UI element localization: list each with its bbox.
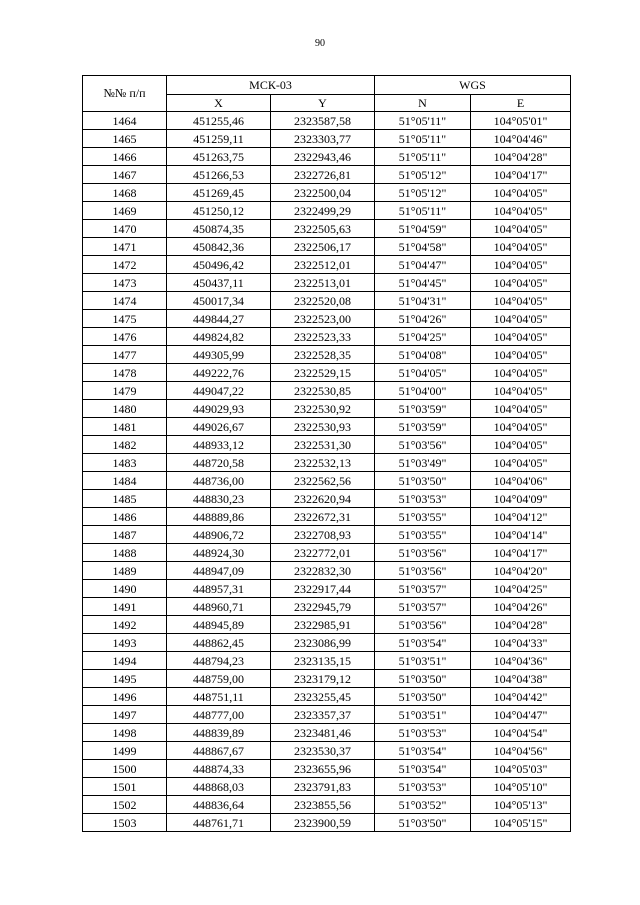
- cell-x: 449844,27: [167, 310, 271, 328]
- table-row: [83, 814, 571, 832]
- cell-e: 104°04'05": [471, 202, 571, 220]
- table-row: [83, 238, 571, 256]
- cell-y: 2322530,92: [271, 400, 375, 418]
- cell-e: 104°04'28": [471, 148, 571, 166]
- cell-number: 1501: [83, 778, 167, 796]
- cell-n: 51°03'59": [375, 418, 471, 436]
- cell-number: 1494: [83, 652, 167, 670]
- table-row: [83, 670, 571, 688]
- cell-n: 51°04'00": [375, 382, 471, 400]
- cell-n: 51°03'57": [375, 580, 471, 598]
- cell-number: 1487: [83, 526, 167, 544]
- cell-y: 2323255,45: [271, 688, 375, 706]
- cell-n: 51°03'55": [375, 526, 471, 544]
- header-y: Y: [271, 95, 375, 112]
- cell-e: 104°04'42": [471, 688, 571, 706]
- cell-y: 2322708,93: [271, 526, 375, 544]
- cell-x: 448957,31: [167, 580, 271, 598]
- cell-x: 450437,11: [167, 274, 271, 292]
- table-row: [83, 778, 571, 796]
- cell-y: 2323303,77: [271, 130, 375, 148]
- table-row: [83, 490, 571, 508]
- cell-x: 448945,89: [167, 616, 271, 634]
- cell-e: 104°04'12": [471, 508, 571, 526]
- cell-n: 51°04'26": [375, 310, 471, 328]
- cell-number: 1492: [83, 616, 167, 634]
- table-row: [83, 256, 571, 274]
- cell-number: 1503: [83, 814, 167, 832]
- cell-e: 104°04'06": [471, 472, 571, 490]
- cell-e: 104°04'56": [471, 742, 571, 760]
- cell-number: 1481: [83, 418, 167, 436]
- cell-x: 448794,23: [167, 652, 271, 670]
- cell-y: 2322513,01: [271, 274, 375, 292]
- cell-number: 1464: [83, 112, 167, 130]
- cell-e: 104°04'47": [471, 706, 571, 724]
- table-row: [83, 760, 571, 778]
- header-msk03: МСК-03: [167, 76, 375, 95]
- table-row: [83, 562, 571, 580]
- cell-number: 1471: [83, 238, 167, 256]
- table-row: [83, 184, 571, 202]
- cell-x: 448759,00: [167, 670, 271, 688]
- cell-n: 51°05'12": [375, 184, 471, 202]
- cell-y: 2322832,30: [271, 562, 375, 580]
- cell-y: 2322506,17: [271, 238, 375, 256]
- table-row: [83, 130, 571, 148]
- cell-y: 2322672,31: [271, 508, 375, 526]
- table-row: [83, 454, 571, 472]
- cell-e: 104°04'05": [471, 454, 571, 472]
- header-n: N: [375, 95, 471, 112]
- cell-y: 2322531,30: [271, 436, 375, 454]
- cell-n: 51°05'11": [375, 202, 471, 220]
- cell-number: 1491: [83, 598, 167, 616]
- cell-n: 51°04'47": [375, 256, 471, 274]
- cell-x: 448830,23: [167, 490, 271, 508]
- cell-number: 1476: [83, 328, 167, 346]
- cell-n: 51°03'56": [375, 562, 471, 580]
- cell-n: 51°03'53": [375, 724, 471, 742]
- cell-e: 104°04'14": [471, 526, 571, 544]
- cell-n: 51°04'25": [375, 328, 471, 346]
- table-row: [83, 652, 571, 670]
- cell-e: 104°04'20": [471, 562, 571, 580]
- cell-e: 104°04'05": [471, 328, 571, 346]
- cell-number: 1502: [83, 796, 167, 814]
- table-row: [83, 634, 571, 652]
- cell-n: 51°03'54": [375, 634, 471, 652]
- cell-e: 104°04'28": [471, 616, 571, 634]
- cell-x: 448889,86: [167, 508, 271, 526]
- table-row: [83, 796, 571, 814]
- cell-e: 104°04'25": [471, 580, 571, 598]
- cell-n: 51°03'56": [375, 616, 471, 634]
- cell-y: 2322530,93: [271, 418, 375, 436]
- table-row: [83, 418, 571, 436]
- cell-n: 51°05'12": [375, 166, 471, 184]
- header-x: X: [167, 95, 271, 112]
- cell-n: 51°04'58": [375, 238, 471, 256]
- cell-e: 104°04'05": [471, 292, 571, 310]
- cell-e: 104°04'05": [471, 220, 571, 238]
- table-row: [83, 436, 571, 454]
- cell-y: 2322500,04: [271, 184, 375, 202]
- cell-number: 1474: [83, 292, 167, 310]
- cell-y: 2322772,01: [271, 544, 375, 562]
- cell-e: 104°04'09": [471, 490, 571, 508]
- cell-n: 51°03'52": [375, 796, 471, 814]
- cell-x: 449047,22: [167, 382, 271, 400]
- cell-n: 51°03'54": [375, 760, 471, 778]
- cell-n: 51°03'54": [375, 742, 471, 760]
- cell-n: 51°03'51": [375, 706, 471, 724]
- coordinates-table: [82, 75, 571, 832]
- cell-e: 104°04'54": [471, 724, 571, 742]
- cell-x: 448761,71: [167, 814, 271, 832]
- cell-y: 2322523,00: [271, 310, 375, 328]
- cell-e: 104°04'05": [471, 346, 571, 364]
- header-wgs: WGS: [375, 76, 571, 95]
- cell-x: 450017,34: [167, 292, 271, 310]
- table-row: [83, 526, 571, 544]
- cell-x: 448862,45: [167, 634, 271, 652]
- cell-e: 104°04'17": [471, 544, 571, 562]
- cell-y: 2322512,01: [271, 256, 375, 274]
- cell-e: 104°04'05": [471, 436, 571, 454]
- table-row: [83, 508, 571, 526]
- cell-number: 1472: [83, 256, 167, 274]
- cell-x: 449305,99: [167, 346, 271, 364]
- cell-n: 51°04'08": [375, 346, 471, 364]
- cell-y: 2323481,46: [271, 724, 375, 742]
- cell-y: 2322528,35: [271, 346, 375, 364]
- cell-number: 1483: [83, 454, 167, 472]
- table-row: [83, 742, 571, 760]
- cell-n: 51°03'53": [375, 778, 471, 796]
- table-row: [83, 706, 571, 724]
- cell-e: 104°04'33": [471, 634, 571, 652]
- cell-x: 449824,82: [167, 328, 271, 346]
- cell-e: 104°04'05": [471, 184, 571, 202]
- cell-number: 1477: [83, 346, 167, 364]
- cell-n: 51°03'50": [375, 814, 471, 832]
- cell-e: 104°04'05": [471, 274, 571, 292]
- cell-e: 104°05'01": [471, 112, 571, 130]
- cell-x: 449222,76: [167, 364, 271, 382]
- cell-x: 448947,09: [167, 562, 271, 580]
- cell-y: 2323855,56: [271, 796, 375, 814]
- cell-y: 2322917,44: [271, 580, 375, 598]
- cell-y: 2322726,81: [271, 166, 375, 184]
- cell-e: 104°04'36": [471, 652, 571, 670]
- cell-n: 51°03'51": [375, 652, 471, 670]
- table-row: [83, 724, 571, 742]
- cell-y: 2322505,63: [271, 220, 375, 238]
- cell-number: 1497: [83, 706, 167, 724]
- cell-x: 450842,36: [167, 238, 271, 256]
- cell-y: 2323587,58: [271, 112, 375, 130]
- cell-n: 51°03'50": [375, 688, 471, 706]
- cell-n: 51°03'57": [375, 598, 471, 616]
- cell-e: 104°05'10": [471, 778, 571, 796]
- cell-x: 448868,03: [167, 778, 271, 796]
- cell-y: 2323530,37: [271, 742, 375, 760]
- cell-number: 1466: [83, 148, 167, 166]
- cell-y: 2322529,15: [271, 364, 375, 382]
- table-row: [83, 598, 571, 616]
- cell-x: 448906,72: [167, 526, 271, 544]
- table-row: [83, 580, 571, 598]
- cell-number: 1473: [83, 274, 167, 292]
- table-row: [83, 346, 571, 364]
- cell-number: 1484: [83, 472, 167, 490]
- table-row: [83, 310, 571, 328]
- table-row: [83, 292, 571, 310]
- cell-n: 51°05'11": [375, 130, 471, 148]
- cell-x: 448836,64: [167, 796, 271, 814]
- cell-number: 1496: [83, 688, 167, 706]
- cell-e: 104°05'03": [471, 760, 571, 778]
- cell-y: 2322943,46: [271, 148, 375, 166]
- table-row: [83, 544, 571, 562]
- cell-x: 448924,30: [167, 544, 271, 562]
- cell-x: 449029,93: [167, 400, 271, 418]
- cell-number: 1490: [83, 580, 167, 598]
- table-header: [83, 76, 571, 112]
- cell-y: 2322499,29: [271, 202, 375, 220]
- cell-x: 448933,12: [167, 436, 271, 454]
- cell-x: 451259,11: [167, 130, 271, 148]
- table-row: [83, 148, 571, 166]
- cell-y: 2323086,99: [271, 634, 375, 652]
- cell-e: 104°04'38": [471, 670, 571, 688]
- cell-n: 51°04'31": [375, 292, 471, 310]
- table-row: [83, 616, 571, 634]
- cell-n: 51°03'49": [375, 454, 471, 472]
- cell-number: 1467: [83, 166, 167, 184]
- cell-n: 51°03'50": [375, 670, 471, 688]
- table-row: [83, 400, 571, 418]
- cell-number: 1469: [83, 202, 167, 220]
- cell-number: 1495: [83, 670, 167, 688]
- cell-e: 104°04'05": [471, 256, 571, 274]
- cell-n: 51°04'45": [375, 274, 471, 292]
- cell-n: 51°03'50": [375, 472, 471, 490]
- cell-x: 448874,33: [167, 760, 271, 778]
- cell-number: 1478: [83, 364, 167, 382]
- cell-e: 104°04'05": [471, 418, 571, 436]
- cell-n: 51°05'11": [375, 148, 471, 166]
- cell-y: 2323900,59: [271, 814, 375, 832]
- cell-n: 51°03'59": [375, 400, 471, 418]
- cell-x: 451263,75: [167, 148, 271, 166]
- cell-x: 448777,00: [167, 706, 271, 724]
- cell-y: 2322620,94: [271, 490, 375, 508]
- cell-x: 450496,42: [167, 256, 271, 274]
- cell-e: 104°04'17": [471, 166, 571, 184]
- cell-number: 1468: [83, 184, 167, 202]
- cell-number: 1475: [83, 310, 167, 328]
- cell-y: 2322520,08: [271, 292, 375, 310]
- cell-number: 1465: [83, 130, 167, 148]
- cell-y: 2322945,79: [271, 598, 375, 616]
- table-row: [83, 166, 571, 184]
- cell-x: 451255,46: [167, 112, 271, 130]
- cell-n: 51°03'56": [375, 436, 471, 454]
- table-row: [83, 328, 571, 346]
- table-row: [83, 202, 571, 220]
- table-row: [83, 688, 571, 706]
- cell-e: 104°04'05": [471, 364, 571, 382]
- cell-number: 1493: [83, 634, 167, 652]
- cell-x: 448839,89: [167, 724, 271, 742]
- cell-e: 104°04'05": [471, 382, 571, 400]
- cell-x: 449026,67: [167, 418, 271, 436]
- cell-n: 51°03'53": [375, 490, 471, 508]
- cell-n: 51°03'55": [375, 508, 471, 526]
- table-row: [83, 274, 571, 292]
- cell-x: 448736,00: [167, 472, 271, 490]
- table-row: [83, 364, 571, 382]
- cell-n: 51°03'56": [375, 544, 471, 562]
- cell-number: 1499: [83, 742, 167, 760]
- cell-x: 450874,35: [167, 220, 271, 238]
- cell-number: 1482: [83, 436, 167, 454]
- cell-number: 1488: [83, 544, 167, 562]
- cell-y: 2322523,33: [271, 328, 375, 346]
- cell-n: 51°04'59": [375, 220, 471, 238]
- cell-e: 104°04'05": [471, 310, 571, 328]
- cell-e: 104°04'46": [471, 130, 571, 148]
- cell-x: 451269,45: [167, 184, 271, 202]
- cell-number: 1479: [83, 382, 167, 400]
- cell-y: 2322532,13: [271, 454, 375, 472]
- cell-y: 2323655,96: [271, 760, 375, 778]
- cell-number: 1489: [83, 562, 167, 580]
- table-row: [83, 472, 571, 490]
- cell-y: 2322985,91: [271, 616, 375, 634]
- table-row: [83, 382, 571, 400]
- table-row: [83, 220, 571, 238]
- cell-x: 448867,67: [167, 742, 271, 760]
- cell-x: 451266,53: [167, 166, 271, 184]
- cell-y: 2322562,56: [271, 472, 375, 490]
- cell-y: 2323791,83: [271, 778, 375, 796]
- table-body: [83, 112, 571, 832]
- cell-number: 1486: [83, 508, 167, 526]
- cell-number: 1485: [83, 490, 167, 508]
- header-number: №№ п/п: [83, 76, 167, 112]
- header-e: E: [471, 95, 571, 112]
- page-number: 90: [315, 38, 325, 49]
- cell-number: 1498: [83, 724, 167, 742]
- cell-x: 451250,12: [167, 202, 271, 220]
- cell-y: 2322530,85: [271, 382, 375, 400]
- cell-e: 104°04'05": [471, 400, 571, 418]
- header-group-row: [83, 76, 571, 95]
- cell-x: 448751,11: [167, 688, 271, 706]
- cell-number: 1500: [83, 760, 167, 778]
- cell-y: 2323135,15: [271, 652, 375, 670]
- cell-y: 2323179,12: [271, 670, 375, 688]
- table-row: [83, 112, 571, 130]
- cell-x: 448720,58: [167, 454, 271, 472]
- cell-n: 51°05'11": [375, 112, 471, 130]
- cell-e: 104°04'05": [471, 238, 571, 256]
- cell-e: 104°04'26": [471, 598, 571, 616]
- cell-e: 104°05'15": [471, 814, 571, 832]
- cell-n: 51°04'05": [375, 364, 471, 382]
- cell-number: 1470: [83, 220, 167, 238]
- cell-x: 448960,71: [167, 598, 271, 616]
- cell-y: 2323357,37: [271, 706, 375, 724]
- cell-e: 104°05'13": [471, 796, 571, 814]
- cell-number: 1480: [83, 400, 167, 418]
